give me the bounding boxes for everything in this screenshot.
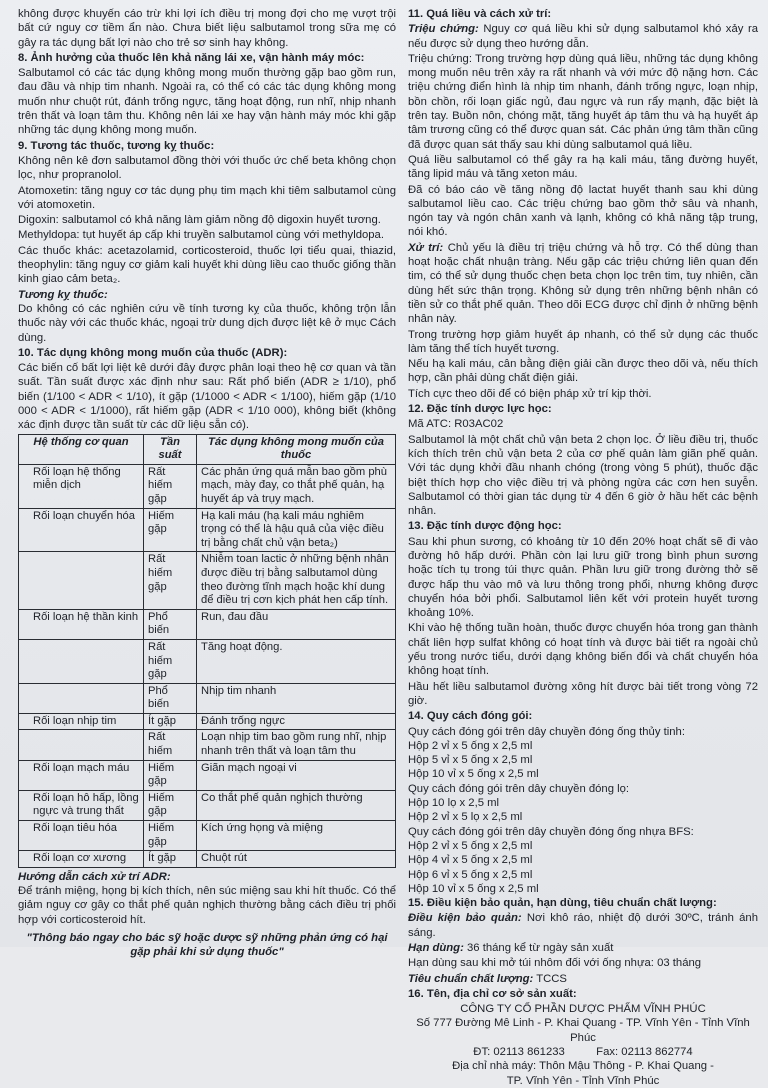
storage-text: Nơi khô ráo, nhiệt độ dưới 30ºC, tránh ánh sáng. bbox=[408, 912, 758, 939]
storage-line bbox=[408, 911, 758, 940]
adr-frequency-cell: Hiếm gặp bbox=[144, 821, 197, 851]
section-10-title: 10. Tác dụng không mong muốn của thuốc (ADR): bbox=[18, 346, 288, 359]
table-row bbox=[19, 552, 396, 609]
incompatibility-title: Tương kỵ thuốc: bbox=[18, 288, 108, 301]
section-16-title: 16. Tên, địa chỉ cơ sở sản xuất: bbox=[408, 987, 577, 1000]
symptom-text-3: Đã có báo cáo về tăng nồng độ lactat huyết thanh sau khi dùng salbutamol liều cao. Các triệu chứng bao gồm thở sâu và nhanh, ngón tay và ngón chân xanh và lạnh, không có khả năng tập trung, nói khó. bbox=[408, 183, 758, 239]
report-notice: "Thông báo ngay cho bác sỹ hoặc dược sỹ những phản ứng có hại gặp phải khi sử dụng thuốc" bbox=[26, 932, 388, 959]
table-row bbox=[19, 730, 396, 760]
treatment-label: Xử trí: bbox=[408, 241, 444, 254]
adr-system-cell bbox=[19, 730, 144, 760]
factory-address-2: TP. Vĩnh Yên - Tỉnh Vĩnh Phúc bbox=[506, 1074, 660, 1087]
adr-frequency-cell: Rất hiếm bbox=[144, 730, 197, 760]
adr-system-cell: Rối loạn tiêu hóa bbox=[19, 821, 144, 851]
table-row bbox=[19, 851, 396, 868]
adr-frequency-cell: Rất hiếm gặp bbox=[144, 464, 197, 508]
list-item: Hộp 2 vỉ x 5 ống x 2,5 ml bbox=[408, 839, 533, 852]
adr-frequency-cell: Rất hiếm gặp bbox=[144, 552, 197, 609]
expiry-line bbox=[408, 941, 758, 955]
company-phone: ĐT: 02113 861233 Fax: 02113 862774 bbox=[473, 1046, 693, 1059]
company-address: Số 777 Đường Mê Linh - P. Khai Quang - TP. Vĩnh Yên - Tỉnh Vĩnh Phúc bbox=[416, 1017, 750, 1044]
interaction-digoxin: Digoxin: salbutamol có khả năng làm giảm nồng độ digoxin huyết tương. bbox=[18, 214, 381, 227]
adr-frequency-cell: Hiếm gặp bbox=[144, 790, 197, 820]
adr-table-header-row bbox=[19, 434, 396, 464]
expiry-text-2: Hạn dùng sau khi mở túi nhôm đối với ống nhựa: 03 tháng bbox=[408, 957, 702, 970]
pack-group-head: Quy cách đóng gói trên dây chuyền đóng ống nhựa BFS: bbox=[408, 825, 694, 838]
section-12-title: 12. Đặc tính dược lực học: bbox=[408, 403, 552, 416]
adr-frequency-cell: Phổ biến bbox=[144, 683, 197, 713]
treatment-text-4: Tích cực theo dõi để có biện pháp xử trí kịp thời. bbox=[408, 387, 652, 400]
interaction-other: Các thuốc khác: acetazolamid, corticosteroid, thuốc lợi tiểu quai, thiazid, theophylin: tăng nguy cơ giảm kali huyết khi dùng liều cao thuốc giống thần kinh giao cảm beta₂. bbox=[18, 244, 396, 286]
treatment-text-2: Trong trường hợp giảm huyết áp nhanh, có thể sử dụng các thuốc làm tăng thể tích huyết tương. bbox=[408, 328, 758, 355]
adr-guidance-text: Để tránh miệng, họng bị kích thích, nên súc miệng sau khi hít thuốc. Có thể giảm nguy cơ gây co thắt phế quản nghịch thường bằng cách điều trị phối hợp với corticosteroid hít. bbox=[18, 885, 396, 926]
adr-frequency-cell: Rất hiếm gặp bbox=[144, 639, 197, 683]
adr-effect-cell: Loạn nhịp tim bao gồm rung nhĩ, nhịp nhanh trên thất và loạn tâm thu bbox=[197, 730, 396, 760]
adr-frequency-cell: Ít gặp bbox=[144, 713, 197, 730]
list-item: Hộp 10 lọ x 2,5 ml bbox=[408, 797, 500, 810]
adr-system-cell: Rối loạn hệ thống miễn dịch bbox=[19, 464, 144, 508]
symptom-text: Triệu chứng: Trong trường hợp dùng quá liều, những tác dụng không mong muốn nêu trên xảy ra rất nhanh và với mức độ nặng hơn. Các triệu chứng điển hình là nhịp tim nhanh, đánh trống ngực, loạn nhịp, bồn chồn, rối loạn giấc ngủ, đau ngực và run rẩy mạnh, đặc biệt là trên tay. Buồn nôn, chóng mặt, tăng huyết áp tâm thu và hạ huyết áp tâm trương cũng có thể được quan sát. Các phản ứng tâm thần cũng đã được quan sát thấy sau khi dùng salbutamol quá liều. bbox=[408, 52, 758, 151]
list-item: Hộp 10 vỉ x 5 ống x 2,5 ml bbox=[408, 768, 539, 781]
treatment-text: Chủ yếu là điều trị triệu chứng và hỗ trợ. Có thể dùng than hoạt hoặc chất nhuận tràng. Nếu gặp các triệu chứng liên quan đến tim, có thể sử dụng thuốc chẹn beta chọn lọc trên tim, tuy nhiên, cần dùng hết sức thận trọng. Không sử dụng trên những bệnh nhân có tiền sử co thắt phế quản. Theo dõi ECG được chỉ định ở những bệnh nhân này. bbox=[408, 241, 759, 326]
section-12-text: Salbutamol là một chất chủ vận beta 2 chọn lọc. Ở liều điều trị, thuốc kích thích trên chủ vận beta 2 của cơ phế quản làm giãn phế quản. Với tác dụng khởi đầu nhanh chóng (trong vòng 5 phút), thuốc đặc biệt thích hợp cho việc điều trị và phòng ngừa các cơn hen suyễn. Salbutamol có thời gian tác dụng từ 4 đến 6 giờ ở hầu hết các bệnh nhân. bbox=[408, 433, 758, 518]
table-row bbox=[19, 760, 396, 790]
adr-header-system: Hệ thống cơ quan bbox=[19, 434, 144, 464]
adr-frequency-cell: Hiếm gặp bbox=[144, 760, 197, 790]
adr-system-cell: Rối loạn chuyển hóa bbox=[19, 508, 144, 552]
left-column bbox=[18, 7, 396, 960]
table-row bbox=[19, 821, 396, 851]
table-row bbox=[19, 713, 396, 730]
section-13-text-2: Khi vào hệ thống tuần hoàn, thuốc được chuyển hóa trong gan thành chất liên hợp sulfat không có hoạt tính và được bài tiết ra ngoài chủ yếu trong nước tiểu, dưới dạng không biến đổi và chất chuyển hóa không hoạt tính. bbox=[408, 622, 758, 678]
adr-system-cell: Rối loạn hệ thần kinh bbox=[19, 609, 144, 639]
adr-system-cell bbox=[19, 683, 144, 713]
symptom-label: Triệu chứng: bbox=[408, 23, 479, 36]
packaging-list bbox=[408, 725, 758, 897]
adr-effect-cell: Run, đau đầu bbox=[197, 609, 396, 639]
interaction-atomoxetin: Atomoxetin: tăng nguy cơ tác dụng phụ tim mạch khi tiêm salbutamol cùng với atomoxetin. bbox=[18, 184, 396, 211]
section-13-title: 13. Đặc tính dược động học: bbox=[408, 520, 562, 533]
pack-group-head: Quy cách đóng gói trên dây chuyền đóng lọ: bbox=[408, 782, 630, 795]
standard-text: TCCS bbox=[536, 972, 567, 985]
table-row bbox=[19, 639, 396, 683]
storage-label: Điều kiện bảo quản: bbox=[408, 912, 522, 925]
list-item: Hộp 4 vỉ x 5 ống x 2,5 ml bbox=[408, 854, 533, 867]
adr-header-effect: Tác dụng không mong muốn của thuốc bbox=[197, 434, 396, 464]
section-10-text: Các biến cố bất lợi liệt kê dưới đây được phân loại theo hệ cơ quan và tần suất. Tần suất được xác định như sau: Rất phổ biến (ADR ≥ 1/10), phổ biến (1/100 < ADR < 1/10), ít gặp (1/1000 < ADR < 1/100), hiếm gặp (1/10 000 < ADR < 1/1000), rất hiếm gặp (ADR < 1/10 000), không biết (không xác định được tần suất từ các dữ liệu sẵn có). bbox=[18, 362, 396, 432]
company-name: CÔNG TY CỔ PHẦN DƯỢC PHẨM VĨNH PHÚC bbox=[460, 1003, 706, 1016]
adr-effect-cell: Hạ kali máu (hạ kali máu nghiêm trọng có thể là hậu quả của việc điều trị bằng chất chủ vận beta₂) bbox=[197, 508, 396, 552]
adr-effect-cell: Đánh trống ngực bbox=[197, 713, 396, 730]
interaction-propranolol: Không nên kê đơn salbutamol đồng thời với thuốc ức chế beta không chọn lọc, như propranolol. bbox=[18, 154, 396, 182]
adr-effect-cell: Tăng hoạt động. bbox=[197, 639, 396, 683]
treatment-paragraph bbox=[408, 241, 758, 327]
table-row bbox=[19, 683, 396, 713]
adr-effect-cell: Chuột rút bbox=[197, 851, 396, 868]
adr-frequency-cell: Hiếm gặp bbox=[144, 508, 197, 552]
table-row bbox=[19, 790, 396, 820]
expiry-text: 36 tháng kể từ ngày sản xuất bbox=[467, 942, 614, 954]
section-13-text-3: Hầu hết liều salbutamol đường xông hít được bài tiết trong vòng 72 giờ. bbox=[408, 680, 758, 707]
adr-effect-cell: Nhịp tim nhanh bbox=[197, 683, 396, 713]
adr-system-cell bbox=[19, 639, 144, 683]
section-14-title: 14. Quy cách đóng gói: bbox=[408, 710, 533, 723]
list-item: Hộp 6 vỉ x 5 ống x 2,5 ml bbox=[408, 868, 533, 881]
section-8-text: Salbutamol có các tác dụng không mong muốn thường gặp bao gồm run, đau đầu và nhịp tim nhanh. Ngoài ra, có thể có các tác dụng không mong muốn như chuột rút, đánh trống ngực, tăng hoạt động, run nhĩ, nhịp nhanh trên thất và loạn tâm thu. Không nên lái xe hay vận hành máy móc khi gặp những tác dụng không mong muốn. bbox=[18, 67, 396, 137]
table-row bbox=[19, 464, 396, 508]
list-item: Hộp 10 vỉ x 5 ống x 2,5 ml bbox=[408, 882, 539, 895]
table-row bbox=[19, 508, 396, 552]
section-13-text: Sau khi phun sương, có khoảng từ 10 đến 20% hoạt chất sẽ đi vào đường hô hấp dưới. Phần còn lại lưu giữ trong bình phun sương hoặc tích tụ trong túi thực quản. Phần lưu giữ trong đường thở sẽ được hấp thu vào mô và lưu thông trong phổi, nhưng không được chuyển hóa bởi phổi. Salbutamol liên kết với protein huyết tương khoảng 10%. bbox=[408, 535, 758, 620]
adr-frequency-cell: Phổ biến bbox=[144, 609, 197, 639]
incompatibility-text: Do không có các nghiên cứu về tính tương kỵ của thuốc, không trộn lẫn thuốc này với các thuốc khác, ngoại trừ dung dịch được liệt kê ở mục Cách dùng. bbox=[18, 302, 396, 344]
right-column bbox=[408, 7, 758, 1088]
list-item: Hộp 5 vỉ x 5 ống x 2,5 ml bbox=[408, 754, 533, 767]
section-15-title: 15. Điều kiện bảo quản, hạn dùng, tiêu chuẩn chất lượng: bbox=[408, 897, 717, 910]
symptom-intro bbox=[408, 22, 758, 51]
adr-effect-cell: Kích ứng họng và miệng bbox=[197, 821, 396, 851]
section-11-title: 11. Quá liều và cách xử trí: bbox=[408, 8, 552, 20]
standard-line bbox=[408, 972, 758, 986]
symptom-intro-text: Nguy cơ quá liều khi sử dụng salbutamol khó xảy ra nếu được sử dụng theo hướng dẫn. bbox=[408, 23, 758, 50]
adr-table bbox=[18, 434, 396, 868]
factory-address: Địa chỉ nhà máy: Thôn Mậu Thông - P. Khai Quang - bbox=[452, 1060, 714, 1073]
pack-group-head: Quy cách đóng gói trên dây chuyền đóng ống thủy tinh: bbox=[408, 725, 685, 738]
adr-effect-cell: Co thắt phế quản nghịch thường bbox=[197, 790, 396, 820]
expiry-label: Hạn dùng: bbox=[408, 942, 464, 954]
section-8-title: 8. Ảnh hưởng của thuốc lên khả năng lái xe, vận hành máy móc: bbox=[18, 51, 365, 64]
atc-code: Mã ATC: R03AC02 bbox=[408, 418, 504, 431]
adr-frequency-cell: Ít gặp bbox=[144, 851, 197, 868]
adr-system-cell bbox=[19, 552, 144, 609]
interaction-methyldopa: Methyldopa: tụt huyết áp cấp khi truyền salbutamol cùng với methyldopa. bbox=[18, 229, 384, 242]
adr-effect-cell: Các phản ứng quá mẫn bao gồm phù mạch, mày đay, co thắt phế quản, hạ huyết áp và trụy mạch. bbox=[197, 464, 396, 508]
intro-paragraph: không được khuyến cáo trừ khi lợi ích điều trị mong đợi cho mẹ vượt trội bất cứ nguy cơ tiềm ẩn nào. Chưa biết liệu salbutamol trong sữa mẹ có gây ra tác dụng bất lợi nào cho trẻ sơ sinh hay không. bbox=[18, 8, 396, 49]
adr-effect-cell: Nhiễm toan lactic ở những bệnh nhân được điều trị bằng salbutamol dùng theo đường tĩnh mạch hoặc khí dung để điều trị cơn kịch phát hen cấp tính. bbox=[197, 552, 396, 609]
symptom-text-2: Quá liều salbutamol có thể gây ra hạ kali máu, tăng đường huyết, tăng lipid máu và tăng xeton máu. bbox=[408, 153, 758, 181]
adr-system-cell: Rối loạn nhịp tim bbox=[19, 713, 144, 730]
table-row bbox=[19, 609, 396, 639]
list-item: Hộp 2 vỉ x 5 ống x 2,5 ml bbox=[408, 739, 533, 752]
adr-system-cell: Rối loạn hô hấp, lồng ngực và trung thất bbox=[19, 790, 144, 820]
standard-label: Tiêu chuẩn chất lượng: bbox=[408, 972, 534, 985]
adr-header-frequency: Tần suất bbox=[144, 434, 197, 464]
adr-system-cell: Rối loạn mạch máu bbox=[19, 760, 144, 790]
adr-effect-cell: Giãn mạch ngoại vi bbox=[197, 760, 396, 790]
treatment-text-3: Nếu hạ kali máu, cân bằng điện giải cần được theo dõi và, nếu thích hợp, cần phải dùng chất điện giải. bbox=[408, 358, 758, 385]
section-9-title: 9. Tương tác thuốc, tương kỵ thuốc: bbox=[18, 139, 215, 152]
adr-guidance-title: Hướng dẫn cách xử trí ADR: bbox=[18, 870, 171, 883]
list-item: Hộp 2 vỉ x 5 lọ x 2,5 ml bbox=[408, 811, 523, 824]
adr-system-cell: Rối loạn cơ xương bbox=[19, 851, 144, 868]
